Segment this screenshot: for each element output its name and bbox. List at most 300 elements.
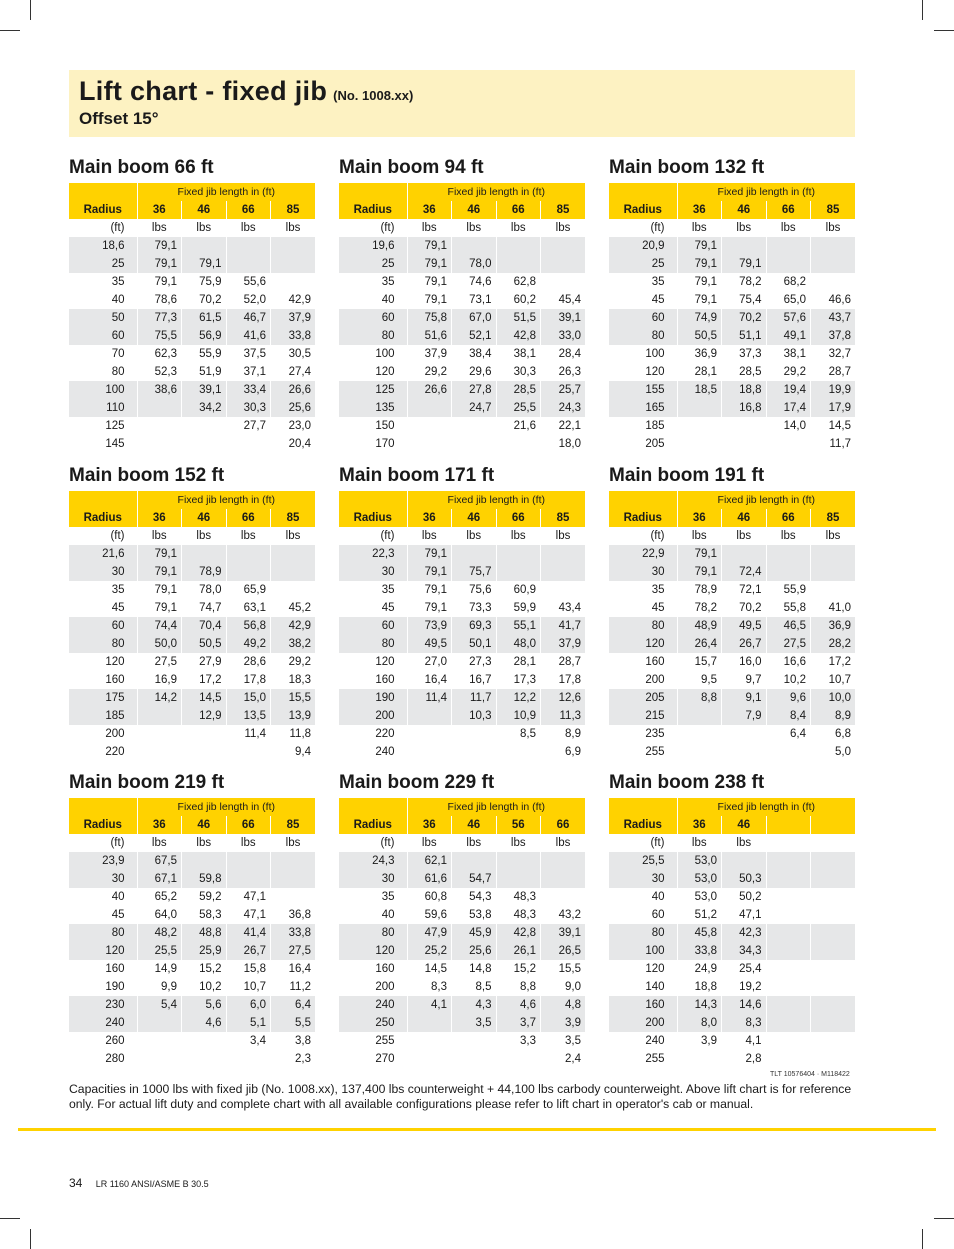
capacity-cell bbox=[271, 888, 316, 906]
crop-mark bbox=[922, 0, 923, 20]
chart-title: Main boom 66 ft bbox=[69, 157, 214, 178]
capacity-cell: 75,6 bbox=[452, 581, 497, 599]
capacity-cell: 78,6 bbox=[137, 291, 182, 309]
capacity-cell: 62,1 bbox=[407, 852, 452, 870]
capacity-cell bbox=[766, 852, 811, 870]
capacity-cell bbox=[766, 1014, 811, 1032]
radius-cell: 200 bbox=[609, 671, 677, 689]
capacity-cell: 46,6 bbox=[811, 291, 856, 309]
capacity-cell: 13,9 bbox=[271, 707, 316, 725]
table-row bbox=[339, 978, 585, 996]
capacity-unit: lbs bbox=[766, 219, 811, 237]
capacity-cell: 26,1 bbox=[496, 942, 541, 960]
capacity-cell: 28,4 bbox=[541, 345, 586, 363]
chart-title: Main boom 229 ft bbox=[339, 772, 495, 793]
radius-cell: 80 bbox=[339, 327, 407, 345]
capacity-cell: 52,1 bbox=[452, 327, 497, 345]
table-row bbox=[69, 617, 315, 635]
radius-cell: 25,5 bbox=[609, 852, 677, 870]
capacity-cell: 69,3 bbox=[452, 617, 497, 635]
capacity-cell bbox=[452, 1032, 497, 1050]
capacity-cell: 70,2 bbox=[182, 291, 227, 309]
table-row bbox=[609, 978, 855, 996]
capacity-cell bbox=[811, 1014, 856, 1032]
lift-table bbox=[339, 183, 585, 453]
capacity-cell bbox=[226, 255, 271, 273]
capacity-cell bbox=[541, 852, 586, 870]
lift-chart-block bbox=[339, 157, 585, 453]
capacity-cell: 78,9 bbox=[677, 581, 722, 599]
radius-unit: (ft) bbox=[339, 834, 407, 852]
radius-unit: (ft) bbox=[609, 219, 677, 237]
jib-length-header: Fixed jib length in (ft) bbox=[137, 183, 315, 201]
capacity-cell bbox=[226, 852, 271, 870]
capacity-cell bbox=[811, 273, 856, 291]
crop-mark bbox=[0, 1218, 20, 1219]
radius-cell: 175 bbox=[69, 689, 137, 707]
capacity-cell: 4,3 bbox=[452, 996, 497, 1014]
capacity-unit: lbs bbox=[722, 834, 767, 852]
capacity-cell: 48,3 bbox=[496, 906, 541, 924]
capacity-cell bbox=[271, 545, 316, 563]
capacity-cell: 78,2 bbox=[677, 599, 722, 617]
capacity-cell: 10,9 bbox=[496, 707, 541, 725]
capacity-cell bbox=[541, 563, 586, 581]
capacity-cell bbox=[407, 707, 452, 725]
table-row bbox=[609, 399, 855, 417]
capacity-cell: 33,8 bbox=[271, 327, 316, 345]
capacity-cell: 79,1 bbox=[677, 545, 722, 563]
capacity-cell: 2,8 bbox=[722, 1050, 767, 1068]
capacity-cell bbox=[811, 581, 856, 599]
table-row bbox=[339, 255, 585, 273]
radius-cell: 200 bbox=[339, 707, 407, 725]
capacity-cell: 51,5 bbox=[496, 309, 541, 327]
capacity-cell: 45,9 bbox=[452, 924, 497, 942]
lift-table bbox=[339, 798, 585, 1068]
table-row bbox=[339, 852, 585, 870]
capacity-cell: 67,0 bbox=[452, 309, 497, 327]
radius-cell: 22,9 bbox=[609, 545, 677, 563]
capacity-cell bbox=[137, 725, 182, 743]
capacity-cell bbox=[766, 906, 811, 924]
capacity-cell: 17,8 bbox=[226, 671, 271, 689]
capacity-cell bbox=[496, 237, 541, 255]
table-row bbox=[339, 635, 585, 653]
capacity-cell: 48,9 bbox=[677, 617, 722, 635]
table-row bbox=[609, 888, 855, 906]
capacity-cell: 20,4 bbox=[271, 435, 316, 453]
capacity-cell bbox=[811, 870, 856, 888]
table-row bbox=[609, 996, 855, 1014]
capacity-cell: 68,2 bbox=[766, 273, 811, 291]
capacity-cell bbox=[182, 1032, 227, 1050]
radius-cell: 25 bbox=[339, 255, 407, 273]
table-row bbox=[339, 653, 585, 671]
capacity-cell: 17,3 bbox=[496, 671, 541, 689]
radius-cell: 40 bbox=[609, 888, 677, 906]
capacity-cell: 49,1 bbox=[766, 327, 811, 345]
header-blank bbox=[69, 491, 137, 509]
capacity-cell: 62,3 bbox=[137, 345, 182, 363]
jib-length-column-header: 66 bbox=[766, 509, 811, 527]
jib-length-header: Fixed jib length in (ft) bbox=[137, 798, 315, 816]
table-row bbox=[339, 581, 585, 599]
table-row bbox=[69, 1050, 315, 1068]
radius-cell: 200 bbox=[69, 725, 137, 743]
table-row bbox=[69, 381, 315, 399]
radius-cell: 230 bbox=[69, 996, 137, 1014]
chart-title: Main boom 191 ft bbox=[609, 465, 765, 486]
table-row bbox=[69, 273, 315, 291]
radius-cell: 30 bbox=[69, 870, 137, 888]
capacity-cell: 28,7 bbox=[541, 653, 586, 671]
capacity-cell: 25,9 bbox=[182, 942, 227, 960]
capacity-cell: 75,5 bbox=[137, 327, 182, 345]
capacity-cell: 79,1 bbox=[407, 545, 452, 563]
capacity-cell: 4,6 bbox=[182, 1014, 227, 1032]
capacity-unit: lbs bbox=[137, 527, 182, 545]
capacity-cell: 8,9 bbox=[811, 707, 856, 725]
radius-cell: 190 bbox=[69, 978, 137, 996]
capacity-cell: 74,6 bbox=[452, 273, 497, 291]
capacity-cell: 48,0 bbox=[496, 635, 541, 653]
radius-header: Radius bbox=[69, 201, 137, 219]
capacity-cell bbox=[811, 978, 856, 996]
radius-cell: 45 bbox=[339, 599, 407, 617]
lift-table bbox=[609, 798, 855, 1068]
capacity-cell: 29,2 bbox=[407, 363, 452, 381]
capacity-cell: 59,8 bbox=[182, 870, 227, 888]
capacity-cell bbox=[722, 545, 767, 563]
capacity-cell bbox=[182, 743, 227, 761]
radius-unit: (ft) bbox=[69, 527, 137, 545]
capacity-cell: 45,8 bbox=[677, 924, 722, 942]
table-row bbox=[339, 617, 585, 635]
jib-length-header: Fixed jib length in (ft) bbox=[407, 798, 585, 816]
capacity-cell: 42,9 bbox=[271, 291, 316, 309]
lift-chart-block bbox=[69, 772, 315, 1068]
jib-length-column-header: 46 bbox=[722, 509, 767, 527]
radius-cell: 260 bbox=[69, 1032, 137, 1050]
jib-length-column-header: 46 bbox=[722, 201, 767, 219]
table-row bbox=[339, 563, 585, 581]
capacity-cell bbox=[137, 435, 182, 453]
header-blank bbox=[339, 183, 407, 201]
capacity-cell: 49,5 bbox=[722, 617, 767, 635]
capacity-cell: 58,3 bbox=[182, 906, 227, 924]
table-row bbox=[339, 237, 585, 255]
capacity-cell bbox=[137, 743, 182, 761]
capacity-cell: 48,3 bbox=[496, 888, 541, 906]
chart-title: Main boom 219 ft bbox=[69, 772, 225, 793]
capacity-unit: lbs bbox=[182, 219, 227, 237]
capacity-cell: 77,3 bbox=[137, 309, 182, 327]
radius-cell: 20,9 bbox=[609, 237, 677, 255]
radius-unit: (ft) bbox=[339, 219, 407, 237]
capacity-cell: 7,9 bbox=[722, 707, 767, 725]
radius-cell: 30 bbox=[609, 563, 677, 581]
table-row bbox=[609, 581, 855, 599]
capacity-cell: 23,0 bbox=[271, 417, 316, 435]
capacity-cell bbox=[226, 563, 271, 581]
capacity-cell: 38,1 bbox=[496, 345, 541, 363]
capacity-cell: 62,8 bbox=[496, 273, 541, 291]
capacity-cell bbox=[766, 545, 811, 563]
table-row bbox=[609, 327, 855, 345]
lift-table bbox=[69, 798, 315, 1068]
capacity-cell: 10,7 bbox=[811, 671, 856, 689]
capacity-unit: lbs bbox=[722, 219, 767, 237]
capacity-cell bbox=[182, 852, 227, 870]
table-row bbox=[339, 291, 585, 309]
capacity-cell: 55,9 bbox=[766, 581, 811, 599]
capacity-cell: 72,4 bbox=[722, 563, 767, 581]
table-row bbox=[69, 237, 315, 255]
table-row bbox=[69, 581, 315, 599]
capacity-cell bbox=[722, 743, 767, 761]
capacity-cell: 16,0 bbox=[722, 653, 767, 671]
table-row bbox=[69, 671, 315, 689]
radius-cell: 45 bbox=[609, 291, 677, 309]
jib-length-column-header: 36 bbox=[137, 509, 182, 527]
capacity-cell: 50,1 bbox=[452, 635, 497, 653]
radius-cell: 30 bbox=[609, 870, 677, 888]
capacity-cell: 33,4 bbox=[226, 381, 271, 399]
header-blank bbox=[339, 798, 407, 816]
capacity-unit: lbs bbox=[137, 219, 182, 237]
radius-cell: 250 bbox=[339, 1014, 407, 1032]
radius-cell: 160 bbox=[69, 671, 137, 689]
table-row bbox=[339, 725, 585, 743]
table-row bbox=[609, 852, 855, 870]
table-row bbox=[69, 725, 315, 743]
jib-length-column-header: 66 bbox=[226, 509, 271, 527]
capacity-cell bbox=[226, 435, 271, 453]
capacity-cell: 79,1 bbox=[182, 255, 227, 273]
capacity-cell bbox=[541, 255, 586, 273]
capacity-cell: 79,1 bbox=[137, 563, 182, 581]
jib-length-column-header: 46 bbox=[182, 201, 227, 219]
radius-header: Radius bbox=[339, 816, 407, 834]
capacity-cell: 25,7 bbox=[541, 381, 586, 399]
capacity-unit: lbs bbox=[407, 219, 452, 237]
capacity-cell bbox=[182, 545, 227, 563]
radius-cell: 100 bbox=[69, 381, 137, 399]
table-row bbox=[69, 924, 315, 942]
table-row bbox=[339, 924, 585, 942]
chart-title: Main boom 152 ft bbox=[69, 465, 225, 486]
table-row bbox=[339, 996, 585, 1014]
jib-length-column-header: 66 bbox=[496, 509, 541, 527]
jib-length-header: Fixed jib length in (ft) bbox=[677, 183, 855, 201]
capacity-note: Capacities in 1000 lbs with fixed jib (No. 1008.xx), 137,400 lbs counterweight + 44,100 lbs carbody counterweight. Above lift chart is for reference only. For actual lift duty and complete chart with all available configurations please refer to lift chart in operator's cab or manual. bbox=[69, 1082, 852, 1111]
capacity-unit: lbs bbox=[677, 527, 722, 545]
table-row bbox=[69, 435, 315, 453]
capacity-cell: 78,0 bbox=[182, 581, 227, 599]
radius-cell: 80 bbox=[69, 924, 137, 942]
capacity-cell: 51,9 bbox=[182, 363, 227, 381]
radius-cell: 40 bbox=[69, 888, 137, 906]
header-blank bbox=[69, 798, 137, 816]
capacity-cell bbox=[182, 417, 227, 435]
table-row bbox=[609, 725, 855, 743]
capacity-cell bbox=[722, 852, 767, 870]
capacity-cell: 8,8 bbox=[677, 689, 722, 707]
capacity-cell: 75,8 bbox=[407, 309, 452, 327]
capacity-cell: 43,2 bbox=[541, 906, 586, 924]
capacity-cell: 26,5 bbox=[541, 942, 586, 960]
capacity-unit: lbs bbox=[677, 219, 722, 237]
capacity-cell: 6,0 bbox=[226, 996, 271, 1014]
radius-cell: 215 bbox=[609, 707, 677, 725]
table-row bbox=[339, 960, 585, 978]
capacity-cell: 19,4 bbox=[766, 381, 811, 399]
capacity-cell: 41,7 bbox=[541, 617, 586, 635]
capacity-cell: 3,9 bbox=[677, 1032, 722, 1050]
radius-cell: 140 bbox=[609, 978, 677, 996]
capacity-cell bbox=[271, 852, 316, 870]
capacity-cell: 8,5 bbox=[452, 978, 497, 996]
capacity-cell bbox=[452, 237, 497, 255]
capacity-cell: 53,8 bbox=[452, 906, 497, 924]
radius-cell: 120 bbox=[339, 653, 407, 671]
capacity-cell: 11,7 bbox=[452, 689, 497, 707]
radius-cell: 40 bbox=[69, 291, 137, 309]
capacity-cell bbox=[496, 1050, 541, 1068]
capacity-cell: 55,9 bbox=[182, 345, 227, 363]
capacity-cell bbox=[811, 852, 856, 870]
capacity-cell bbox=[271, 273, 316, 291]
capacity-unit: lbs bbox=[811, 219, 856, 237]
capacity-cell: 8,3 bbox=[407, 978, 452, 996]
table-row bbox=[339, 1014, 585, 1032]
capacity-cell: 53,0 bbox=[677, 852, 722, 870]
capacity-cell: 79,1 bbox=[677, 563, 722, 581]
capacity-cell bbox=[677, 417, 722, 435]
table-row bbox=[339, 381, 585, 399]
radius-cell: 120 bbox=[609, 363, 677, 381]
capacity-cell: 21,6 bbox=[496, 417, 541, 435]
capacity-cell: 28,1 bbox=[677, 363, 722, 381]
jib-length-column-header: 36 bbox=[407, 816, 452, 834]
radius-cell: 35 bbox=[609, 581, 677, 599]
capacity-cell: 50,0 bbox=[137, 635, 182, 653]
capacity-cell: 73,9 bbox=[407, 617, 452, 635]
capacity-cell: 15,2 bbox=[182, 960, 227, 978]
radius-cell: 205 bbox=[609, 689, 677, 707]
radius-unit: (ft) bbox=[69, 219, 137, 237]
capacity-cell: 27,5 bbox=[766, 635, 811, 653]
table-row bbox=[339, 327, 585, 345]
capacity-cell: 14,9 bbox=[137, 960, 182, 978]
radius-cell: 240 bbox=[339, 996, 407, 1014]
capacity-cell: 53,0 bbox=[677, 870, 722, 888]
capacity-cell: 8,4 bbox=[766, 707, 811, 725]
table-row bbox=[69, 852, 315, 870]
radius-cell: 60 bbox=[609, 906, 677, 924]
capacity-cell: 6,4 bbox=[271, 996, 316, 1014]
chart-title: Main boom 132 ft bbox=[609, 157, 765, 178]
capacity-cell: 56,9 bbox=[182, 327, 227, 345]
capacity-cell bbox=[811, 906, 856, 924]
capacity-cell: 79,1 bbox=[677, 273, 722, 291]
table-row bbox=[339, 345, 585, 363]
table-row bbox=[339, 1032, 585, 1050]
radius-cell: 40 bbox=[339, 291, 407, 309]
table-row bbox=[609, 417, 855, 435]
capacity-cell: 11,7 bbox=[811, 435, 856, 453]
capacity-cell: 16,8 bbox=[722, 399, 767, 417]
capacity-unit: lbs bbox=[182, 834, 227, 852]
capacity-cell: 79,1 bbox=[677, 291, 722, 309]
capacity-cell: 64,0 bbox=[137, 906, 182, 924]
capacity-cell: 15,5 bbox=[271, 689, 316, 707]
table-row bbox=[69, 291, 315, 309]
radius-cell: 70 bbox=[69, 345, 137, 363]
capacity-cell: 4,1 bbox=[722, 1032, 767, 1050]
capacity-unit bbox=[766, 834, 811, 852]
crop-mark bbox=[30, 0, 31, 20]
capacity-cell bbox=[226, 743, 271, 761]
radius-cell: 220 bbox=[339, 725, 407, 743]
lift-table bbox=[609, 183, 855, 453]
lift-table bbox=[69, 183, 315, 453]
jib-length-column-header: 36 bbox=[137, 816, 182, 834]
capacity-unit: lbs bbox=[271, 219, 316, 237]
capacity-cell: 26,6 bbox=[407, 381, 452, 399]
radius-cell: 80 bbox=[609, 327, 677, 345]
capacity-cell: 37,5 bbox=[226, 345, 271, 363]
capacity-cell bbox=[496, 255, 541, 273]
header-blank bbox=[609, 798, 677, 816]
capacity-cell: 37,9 bbox=[271, 309, 316, 327]
capacity-cell: 17,2 bbox=[811, 653, 856, 671]
capacity-cell bbox=[766, 924, 811, 942]
table-row bbox=[69, 599, 315, 617]
capacity-cell bbox=[407, 417, 452, 435]
capacity-cell: 9,1 bbox=[722, 689, 767, 707]
capacity-cell bbox=[226, 1050, 271, 1068]
lift-table bbox=[339, 491, 585, 761]
capacity-cell: 34,3 bbox=[722, 942, 767, 960]
capacity-cell: 75,9 bbox=[182, 273, 227, 291]
table-row bbox=[69, 996, 315, 1014]
capacity-cell bbox=[137, 417, 182, 435]
capacity-cell: 14,0 bbox=[766, 417, 811, 435]
capacity-unit: lbs bbox=[452, 219, 497, 237]
capacity-cell bbox=[496, 870, 541, 888]
radius-cell: 125 bbox=[69, 417, 137, 435]
jib-length-column-header bbox=[766, 816, 811, 834]
capacity-cell: 59,9 bbox=[496, 599, 541, 617]
capacity-cell: 73,1 bbox=[452, 291, 497, 309]
radius-cell: 19,6 bbox=[339, 237, 407, 255]
capacity-cell bbox=[811, 255, 856, 273]
capacity-cell: 37,9 bbox=[541, 635, 586, 653]
table-row bbox=[609, 435, 855, 453]
table-row bbox=[339, 707, 585, 725]
radius-unit: (ft) bbox=[339, 527, 407, 545]
capacity-cell: 18,0 bbox=[541, 435, 586, 453]
capacity-unit: lbs bbox=[407, 527, 452, 545]
capacity-cell bbox=[496, 852, 541, 870]
capacity-cell: 52,0 bbox=[226, 291, 271, 309]
radius-cell: 40 bbox=[339, 906, 407, 924]
capacity-cell: 79,1 bbox=[137, 237, 182, 255]
capacity-cell: 79,1 bbox=[677, 237, 722, 255]
jib-length-column-header: 85 bbox=[541, 509, 586, 527]
